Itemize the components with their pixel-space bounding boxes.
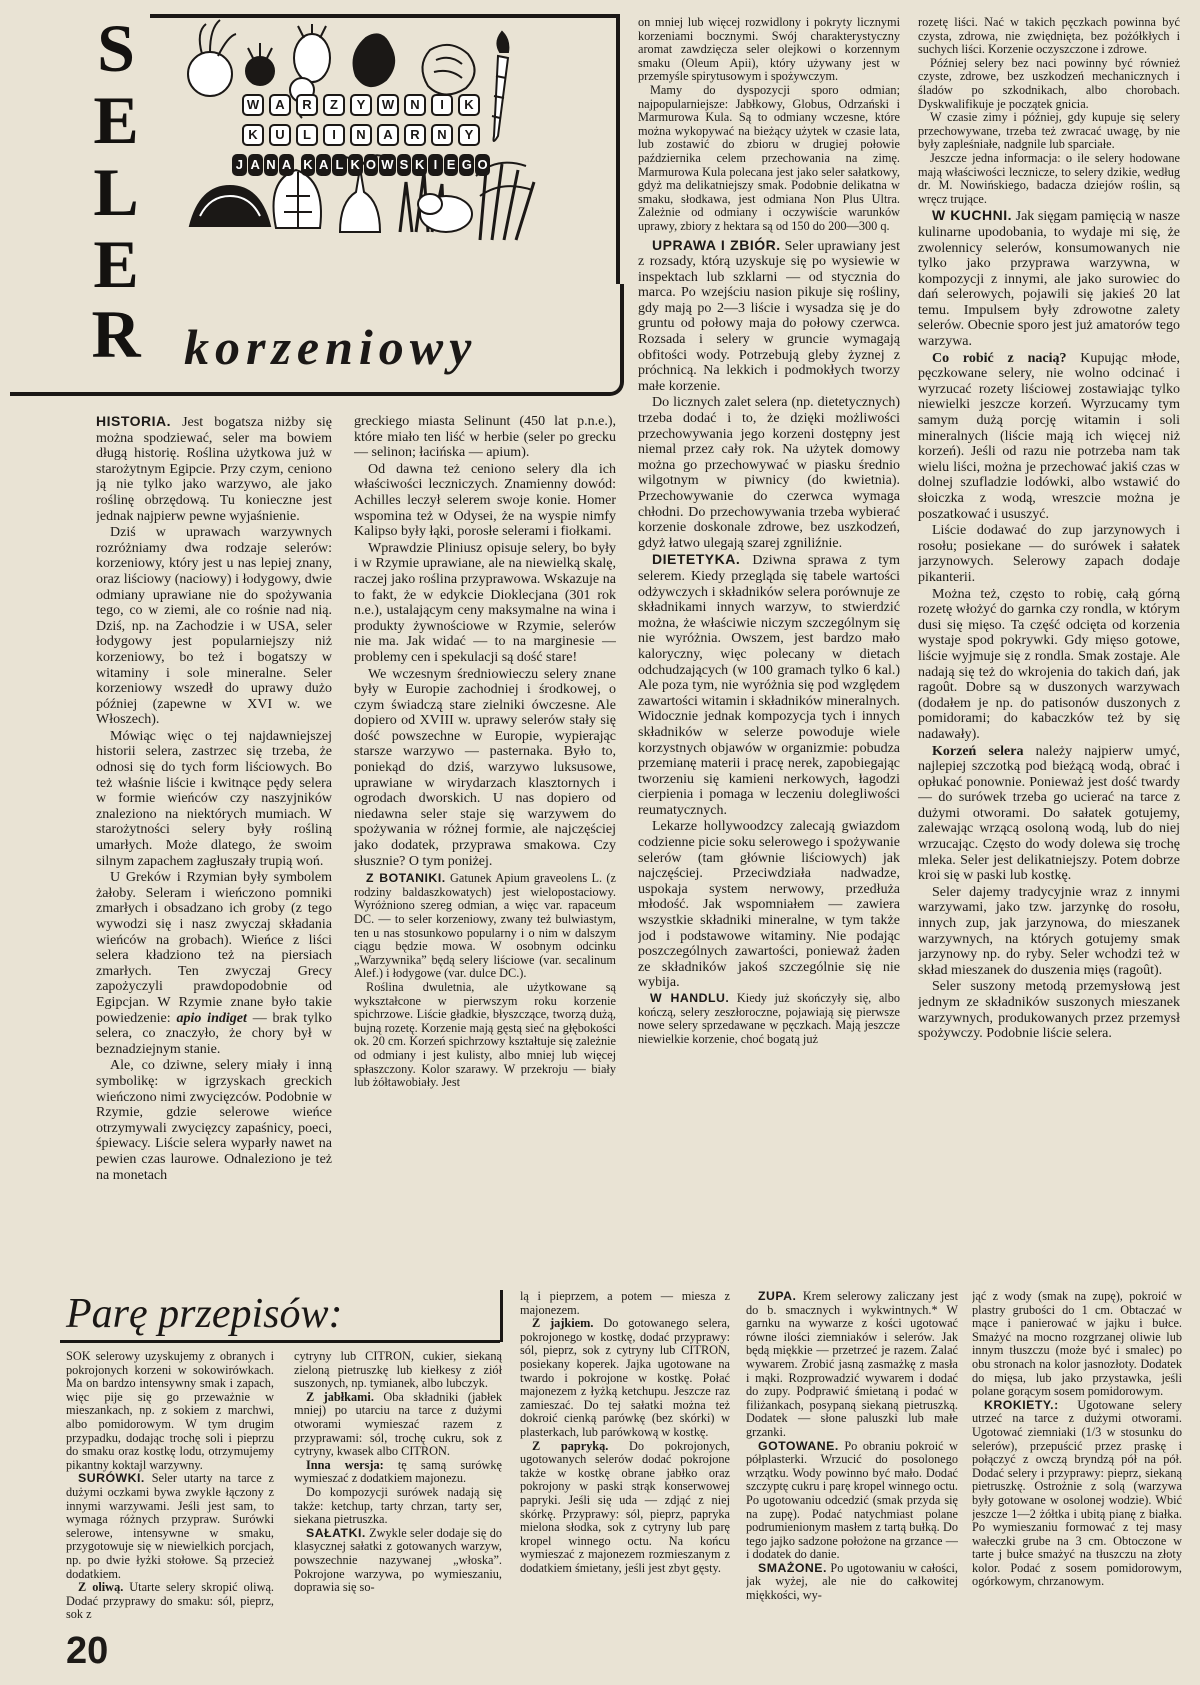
banner-letter: K — [242, 124, 264, 146]
paragraph: Można też, często to robię, całą górną rozetę włożyć do garnka czy rondla, w którym dusi się mięso. Ta część odcięta od korzenia wystaje spod pokrywki. Gdy mięso gotowe, liście wyjmuje się z rondla. Smak zostaje. Ale nadają się też do wkrojenia do takich dań, jak ragoût. Dobre są w duszonych warzywach (dodałem je np. do patisonów duszonych z pomidorami; do kabaczków też by się nadawały). — [918, 586, 1180, 742]
banner-letter: U — [269, 124, 291, 146]
title-letter-e2: E — [93, 226, 139, 302]
article-column-4 — [918, 16, 1180, 1272]
page-number: 20 — [66, 1630, 109, 1672]
title-subtitle: korzeniowy — [184, 319, 478, 375]
banner-letter: R — [296, 94, 318, 116]
paragraph: on mniej lub więcej rozwidlony i pokryty licznymi korzeniami bocznymi. Swój charakterystyczny aromat zawdzięcza seler olejkowi o korzennym smaku (Oleum Apii), który używany jest w przemyśle spirytusowym i spożywczym. — [638, 16, 900, 84]
banner-letter: I — [431, 94, 453, 116]
paragraph: Dziwna sprawa z tym selerem. Kiedy przegląda się tabele wartości odżywczych i składników selera porównuje ze składnikami innych warzyw, to stwierdzić można, że właściwie niczym szczególnym się nie wyróżnia. Owszem, jest bardzo mało kaloryczny, więc polecany w dietach odchudzających (w 100 gramach tylko 6 kal.) Ale poza tym, nie wyróżnia się pod względem zawartości witamin i składników mineralnych. Widocznie jednak kompozycja tych i innych składników w selerze powoduje wiele korzystnych objawów w organizmie: pobudza przemianę materii i pracę nerek, zapobiegając tworzeniu się kamieni nerkowych, łagodzi cierpienia i pomaga w leczeniu dolegliwości reumatycznych. — [638, 553, 900, 818]
recipes-column-1 — [66, 1350, 274, 1622]
banner-letter: W — [379, 154, 395, 176]
paragraph: Seler dajemy tradycyjnie wraz z innymi warzywami, jako tzw. jarzynkę do rosołu, innych zup, jak jarzynowa, do mieszanek warzywnych, na których gotujemy smak jarzynowy np. do ryby. Seler wchodzi też w skład mieszanek do duszenia mięs (ragoût). — [918, 884, 1180, 978]
recipe-heading-zupa: ZUPA. — [758, 1290, 797, 1303]
paragraph: Mamy do dyspozycji sporo odmian; najpopularniejsze: Jabłkowy, Globus, Odrzański i Marmurowa Kula. Są to odmiany wczesne, które można wykopywać na bieżący użytek w czasie lata, lub zostawić do zbioru w drugiej połowie października celem przechowania na zimę. Marmurowa Kula polecana jest jako seler sałatkowy, gdyż ma delikatniejszy smak. Podobnie delikatna w smaku, słodkawa, jest odmiana Non Plus Ultra. Zależnie od odmiany i oczywiście warunków uprawy, zbiory z hektara są od 150 do 200—300 q. — [638, 82, 900, 233]
title-letter-s: S — [97, 10, 135, 86]
paragraph: Kiedy już skończyły się, albo kończą, selery zeszłoroczne, pojawiają się pierwsze nowe selery sprzedawane w pęczkach. Mają jeszcze niewielkie korzenie, choć bogatą już — [638, 991, 900, 1046]
banner-letter: Z — [323, 94, 345, 116]
article-column-3 — [638, 16, 900, 1272]
recipes-title: Parę przepisów: — [66, 1291, 343, 1337]
banner-warzywnik — [232, 94, 490, 118]
latin-quote: apio indiget — [170, 1010, 247, 1026]
paragraph: Seler uprawiany jest z rozsady, którą uzyskuje się po wysiewie w inspektach lub szklarni — od stycznia do marca. Po wzejściu nasion pikuje się rośliny, gdy mają po 2—3 liście i wysadza się je do gruntu od połowy maja do połowy czerwca. Rozsada i selery w gruncie wymagają obfitości wody. Potrzebują gleby żyznej z próchnicą. Na lekkich i podmokłych tworzy małe korzenie. — [638, 238, 900, 394]
recipe-text: lą i pieprzem, a potem — miesza z majonezem. — [520, 1290, 730, 1317]
recipe-sok: SOK selerowy uzyskujemy z obranych i pokrojonych korzeni w sokowirówkach. Ma on bardzo intensywny smak i zapach, więc pije się go przeważnie w mieszankach, np. z sokiem z marchwi, albo pomidorowym. W tym drugim przypadku, dodając trochę soli i pieprzu do smaku oraz kostkę lodu, otrzymujemy pikantny koktajl warzywny. — [66, 1350, 274, 1472]
title-letter-l: L — [93, 154, 139, 230]
banner-letter: W — [377, 94, 399, 116]
section-heading-historia: HISTORIA. — [96, 414, 172, 429]
paragraph: Jak sięgam pamięcią w nasze kulinarne upodobania, to wydaje mi się, że zwolennicy selerów, konsumowanych nie tylko jako przyprawa warzywna, w kompozycji z innymi, ale jako surowiec do dań selerowych, pojawili się jakieś 20 lat temu. Impulsem były zdrowotne zalety selerów. Obecnie sporo jest już amatorów tego warzywa. — [918, 209, 1180, 350]
banner-letter: N — [264, 154, 279, 176]
paragraph: należy najpierw umyć, najlepiej szczotką pod bieżącą wodą, obrać i opłukać ponownie. Ponieważ jest dość twardy — do surówek trzeba go ucierać na tarce z dużymi otworami. Do sałatek gotujemy, zalewając wrzącą osoloną wodą, lub do niej wrzucając. Często do wody dolewa się trochę mleka. Seler jest delikatniejszy. Potem dobrze kroi się w paski lub kostkę. — [918, 743, 1180, 884]
recipe-text: Do kompozycji surówek nadają się także: ketchup, tarty chrzan, tarty ser, siekana pietruszka. — [294, 1484, 502, 1527]
paragraph: Jeszcze jedna informacja: o ile selery hodowane mają właściwości lecznicze, to selery dzikie, według dr. M. Nowińskiego, badacza dziejów roślin, są wręcz trujące. — [918, 150, 1180, 206]
paragraph: Do licznych zalet selera (np. dietetycznych) trzeba dodać i to, że dzięki możliwości przechowywania jego korzeni dostępny jest niemal przez cały rok. Na użytek domowy można go przechowywać w piasku średnio wilgotnym w piwnicy (do kwietnia). Przechowywanie do czerwca wymaga chłodni. Do przechowywania trzeba wybierać korzenie doskonale zdrowe, bez uszkodzeń, gdyż łatwo ulegają szarej zgniliźnie. — [638, 395, 900, 551]
banner-letter: G — [459, 154, 474, 176]
paragraph: W czasie zimy i później, gdy kupuje się selery przechowywane, trzeba też zwracać uwagę, by nie były zapleśniałe, nadgnile lub sparciałe. — [918, 110, 1180, 152]
banner-letter: N — [404, 94, 426, 116]
paragraph: Lekarze hollywoodzcy zalecają gwiazdom codzienne picie soku selerowego i spożywanie selerów (tam głównie liściowych) jak najczęściej. Przeciwdziała nadwadze, uspokaja system nerwowy, przedłuża młodość. Jak wspomniałem — zawiera wszystkie składniki mineralne, w tym także jod i podstawowe witaminy. Nie podając poszczególnych zawartości, ponieważ żaden ze składników jakoś szczególnie się nie wybija. — [638, 819, 900, 991]
recipe-text: Ugotowane selery utrzeć na tarce z dużymi otworami. Ugotować ziemniaki (1/3 w stosunku do selerów), przepuścić przez praskę i połączyć z owczą bryndzą pół na pół. Dodać selery i przyprawy: pieprz, siekaną pietruszkę. Ostrożnie z solą (warzywa były gotowane w osolonej wodzie). Wbić jeszcze 1—2 żółtka i ubitą pianę z białka. Po wymieszaniu formować z tej masy wałeczki grube na 3 cm. Obtoczone w tarte j bułce smażyć na tłuszczu na złoty kolor. Podać z sosem pomidorowym, ogórkowym, chrzanowym. — [972, 1397, 1182, 1589]
trade-box — [638, 992, 900, 1046]
paragraph: Kupując młode, pęczkowane selery, nie wolno odcinać i wyrzucać rozety liściowej zostawiając tylko niewielki jeszcze korzeń. Wyrzucamy tym samym dużą porcję witamin i soli mineralnych (liście mają ich więcej niż korzeń). Jeśli od razu nie potrzeba nam tak wielu liści, można je przechować jakiś czas w dolnej szufladzie lodówki, albo wstawić do słoiczka z wodą, wreszcie można je poszatkować i ususzyć. — [918, 350, 1180, 522]
column-3-top — [638, 16, 900, 234]
recipes-column-3 — [520, 1290, 730, 1622]
paragraph: Mówiąc więc o tej najdawniejszej historii selera, zastrzec się trzeba, że odnosi się do tych form liściowych. Bo też właśnie liście i kwitnące pędy selera w formie wieńców czy naszyjników znaleziono na niektórych mumiach. W starożytności selery były rośliną umarłych. Może dlatego, że swoim silnym zapachem zagłuszały trupią woń. — [96, 728, 332, 869]
recipes-divider — [60, 1340, 500, 1343]
banner-letter: E — [444, 154, 459, 176]
recipe-heading-krokiety: KROKIETY.: — [984, 1397, 1059, 1412]
banner-letter: A — [279, 154, 294, 176]
paragraph: Od dawna też ceniono selery dla ich właściwości leczniczych. Znamienny dowód: Achilles leczył selerem swoje konie. Homer wspomina też w Odysei, że na wyspie nimfy Kalipso były łąki, porosłe selerami i fiołkami. — [354, 461, 616, 540]
article-column-1 — [96, 414, 332, 1272]
section-heading-kuchnia: W KUCHNI. — [932, 207, 1013, 224]
article-column-2 — [354, 414, 616, 1272]
recipes-column-5 — [972, 1290, 1182, 1622]
paragraph: — brak tylko selera, co znaczyło, że chory był w beznadziejnym stanie. — [96, 1010, 332, 1057]
banner-letter: S — [397, 154, 412, 176]
banner-letter: K — [458, 94, 480, 116]
section-heading-handel: W HANDLU. — [650, 991, 730, 1005]
section-heading-botanika: Z BOTANIKI. — [366, 871, 446, 886]
paragraph: Ale, co dziwne, selery miały i inną symbolikę: w igrzyskach greckich wieńczono nimi zwycięzców. Podobnie w Rzymie, gdzie selerowe wieńce otrzymywali zwycięzcy zapaśnicy, poeci, śpiewacy. Liście selera wyparły nawet na pewien czas laurowe. Odnaleziono je też na monetach — [96, 1058, 332, 1183]
paragraph: Dziś w uprawach warzywnych rozróżniamy dwa rodzaje selerów: korzeniowy, który jest u nas lepiej znany, oraz liściowy (naciowy) i łodygowy, dwie odmiany uprawiane nie do spożywania tego, co w ziemi, ale co rośnie nad nią. Dziś, np. na Zachodzie i w USA, seler łodygowy jest popularniejszy niż korzeniowy, bo też i bogatszy w witaminy i sole mineralne. Seler korzeniowy wszedł do uprawy dużo później (zapewne w XVI w. we Włoszech). — [96, 525, 332, 728]
botany-box — [354, 872, 616, 1090]
title-letter-e: E — [93, 82, 139, 158]
recipe-text: Zwykle seler dodaje się do klasycznej sałatki z gotowanych warzyw, powszechnie nazywanej „włoska”. Pokrojone warzywa, po wymieszaniu, doprawia się so- — [294, 1525, 502, 1595]
banner-kulinarny — [232, 124, 490, 148]
banner-letter: L — [296, 124, 318, 146]
paragraph: rozetę liści. Nać w takich pęczkach powinna być czysta, zdrowa, nie zwiędnięta, bez pożółkłych i suchych liści. Korzenie oczyszczone i zdrowe. — [918, 16, 1180, 57]
banner-letter: Y — [350, 94, 372, 116]
paragraph: Wprawdzie Pliniusz opisuje selery, bo były i w Rzymie uprawiane, ale na niewielką skalę, raczej jako roślina przyprawowa. Wskazuje na to fakt, że w edykcie Dioklecjana (301 rok n.e.), ustalającym ceny maksymalne na wina i produkty żywnościowe w Rzymie, selerów nie ma. Jak widać — to na marginesie — problemy cen i spekulacji są dość stare! — [354, 540, 616, 665]
banner-letter: N — [431, 124, 453, 146]
title-letter-r: R — [91, 296, 141, 372]
recipe-text: Oba składniki (jabłek mniej) po utarciu na tarce z dużymi otworami wymieszać razem z przyprawami: sól, trochę cukru, sok z cytryny, kwasek albo CITRON. — [294, 1389, 502, 1459]
recipes-column-4 — [746, 1290, 958, 1622]
banner-letter: I — [428, 154, 443, 176]
banner-letter: A — [316, 154, 331, 176]
subheading-nac: Co robić z nacią? — [932, 350, 1067, 366]
recipe-text: Seler utarty na tarce z dużymi oczkami bywa zwykle łączony z innymi warzywami. Jeśli jest sam, to wymaga różnych przypraw. Surówki selerowe, intensywne w smaku, przygotowuje się w niewielkich porcjach, np. po dwie łyżki stołowe. Są przecież dodatkiem. — [66, 1471, 274, 1581]
recipe-text: Utarte selery skropić oliwą. Dodać przyprawy do smaku: sól, pieprz, sok z — [66, 1580, 274, 1622]
banner-letter: R — [404, 124, 426, 146]
paragraph: We wczesnym średniowieczu selery znane były w Europie zachodniej i środkowej, o czym świadczą stare zielniki ówczesne. Ale dopiero od XVIII w. uprawy selerów stały się dość powszechne w Europie, wypierając starsze warzywo — pasternaka. Było to, poniekąd do dziś, warzywo luksusowe, uprawiane w wirydarzach klasztornych i ogrodach dworskich. U nas dopiero od niedawna seler staje się warzywem do spożywania w różnej formie, ale najczęściej jako dodatek, przyprawa smakowa. Czy słusznie? O tym poniżej. — [354, 666, 616, 869]
section-heading-dietetyka: DIETETYKA. — [652, 551, 741, 568]
paragraph: Seler suszony metodą przemysłową jest jednym ze składników suszonych mieszanek warzywnych, produkowanych przez przemysł spożywczy. Podobnie liście selera. — [918, 979, 1180, 1042]
recipe-heading-surowki: SURÓWKI. — [78, 1471, 145, 1486]
banner-letter: O — [475, 154, 490, 176]
recipe-heading-oliwa: Z oliwą. — [78, 1580, 124, 1595]
banner-letter: L — [332, 154, 347, 176]
banner-letter: N — [350, 124, 372, 146]
recipes-divider-vertical — [500, 1290, 503, 1342]
paragraph: Liście dodawać do zup jarzynowych i rosołu; posiekane — do surówek i sałatek jarzynowych. Selerowy zapach dodaje pikanterii. — [918, 523, 1180, 585]
banner-letter: A — [269, 94, 291, 116]
recipe-heading-gotowane: GOTOWANE. — [758, 1438, 839, 1453]
paragraph: Jest bogatsza niżby się można spodziewać, seler ma bowiem długą historię. Roślina użytkowa już w starożytnym Egipcie. Przy czym, ceniono ją nie tylko jako warzywo, ale jako roślinę obrzędową. Tu konieczne jest jednak najpierw pewne wyjaśnienie. — [96, 415, 332, 524]
banner-letter: K — [348, 154, 363, 176]
banner-letter: K — [301, 154, 316, 176]
paragraph: U Greków i Rzymian były symbolem żałoby. Seleram i wieńczono pomniki zmarłych i obsadzano ich groby (z tego wywodzi się i nasz zwyczaj składania wieńców na grobach). Wieńce z liści selera kładziono też na piersiach zmarłych. Ten zwyczaj Grecy zapożyczyli prawdopodobnie od Egipcjan. W Rzymie znane było takie powiedzenie: — [96, 870, 332, 1026]
banner-letter: Y — [458, 124, 480, 146]
banner-letter: A — [248, 154, 263, 176]
banner-letter: A — [377, 124, 399, 146]
banner-letter: I — [323, 124, 345, 146]
paragraph: greckiego miasta Selinunt (450 lat p.n.e.), które miało ten liść w herbie (seler po grecku — selinon; łacińska — apium). — [354, 414, 616, 461]
recipe-text: Po obraniu pokroić w półplasterki. Wrzucić do posolonego wrzątku. Wody powinno być mało. Dodać szczyptę cukru i parę kropel winnego octu. Po ugotowaniu odcedzić (smak przyda się na zupę). Podać natychmiast polane podrumienionym masłem z tartą bułką. Do tego jajko sadzone położone na grzance — i dodatek do danie. — [746, 1438, 958, 1562]
banner-letter: W — [242, 94, 264, 116]
recipe-text: Po ugotowaniu w całości, jak wyżej, ale nie do całkowitej miękkości, wy- — [746, 1560, 958, 1603]
recipes-column-2 — [294, 1350, 502, 1622]
recipe-heading-salatki: SAŁATKI. — [306, 1525, 366, 1540]
recipe-heading-papryka: Z papryką. — [532, 1438, 609, 1453]
banner-author — [232, 154, 490, 178]
recipe-text: Do gotowanego selera, pokrojonego w kostkę, dodać przyprawy: sól, pieprz, sok z cytryny lub CITRON, posiekany koperek. Jajka ugotowane na twardo i pokrojone w kostkę. Połać majonezem z łyżką ketchupu. Jeszcze raz zamieszać. Do tej sałatki można też dokroić cienką parówkę (bez skórki) w plasterkach, lub parówkową w kostkę. — [520, 1316, 730, 1439]
column-4-top — [918, 16, 1180, 206]
banner-letter: K — [412, 154, 427, 176]
banner-letter: O — [364, 154, 379, 176]
section-heading-uprawa: UPRAWA I ZBIÓR. — [652, 236, 781, 253]
subheading-korzen: Korzeń selera — [932, 743, 1024, 759]
recipe-heading-inna: Inna wersja: — [306, 1457, 384, 1472]
banner-letter: J — [232, 154, 247, 176]
recipe-text: cytryny lub CITRON, cukier, siekaną zieloną pietruszkę lub kiełkesy z ziół suszonych, np. tymianek, albo lubczyk. — [294, 1350, 502, 1391]
recipe-heading-smazone: SMAŻONE. — [758, 1560, 827, 1575]
recipe-text: Krem selerowy zaliczany jest do b. smacznych i wykwintnych.* W garnku na wywarze z kości ugotować równe ilości ziemniaków i selerów. Jak będą miękkie — przetrzeć je razem. Zalać wywarem. Zrobić jasną zasmażkę z masła i mąki. Rozprowadzić wywarem i dodać do zupy. Podprawić śmietaną i podać w filiżankach, posypaną siekaną pietruszką. Dodatek — słone paluszki lub małe grzanki. — [746, 1290, 958, 1439]
recipe-text: jąć z wody (smak na zupę), pokroić w plastry grubości do 1 cm. Obtaczać w mące i panierować w jajku i bułce. Smażyć na mocno rozgrzanej oliwie lub innym tłuszczu (może być i smalec) po obu stronach na kolor jasnozłoty. Dodatek do mięsa, lub jako przystawka, jeśli polane gorącym sosem pomidorowym. — [972, 1290, 1182, 1399]
recipe-heading-jablka: Z jabłkami. — [306, 1389, 374, 1404]
paragraph: Później selery bez naci powinny być również czyste, zdrowe, bez uszkodzeń mechanicznych i śladów po szkodnikach, albo chorobach. Dyskwalifikuje je początek gnicia. — [918, 55, 1180, 111]
paragraph: Roślina dwuletnia, ale użytkowane są wykształcone w pierwszym roku korzenie spichrzowe. Liście gładkie, błyszczące, tworzą dużą, bujną rozetę. Korzenie mają gęstą sieć na głębokości ok. 20 cm. Korzeń spichrzowy kształtuje się zależnie od odmiany i jest kulisty, albo mniej lub więcej spłaszczony. Kolor szarawy. W przekroju — biały lub żółtawobiały. Jest — [354, 979, 616, 1090]
paragraph: Gatunek Apium graveolens L. (z rodziny baldaszkowatych) jest wielopostaciowy. Wyróżniono szereg odmian, a więc var. rapaceum DC. — to seler korzeniowy, zwany też bulwiastym, ten u nas stosunkowo popularny i o nim w dalszym ciągu będzie mowa. W osobnym odcinku „Warzywnika” będą selery liściowe (var. secalinum Alef.) i łodygowe (var. dulce DC.). — [354, 871, 616, 981]
recipe-text: Do pokrojonych, ugotowanych selerów dodać pokrojone także w kostkę obrane jabłko oraz pokrojony w paski strąk konserwowej papryki. Jeśli się uda — zdjąć z niej skórkę. Przyprawy: sól, pieprz, papryka mielona słodka, sok z cytryny lub parę kropel winnego octu. Na końcu wymieszać z majonezem rozmieszanym z dodatkiem śmietany, jeśli jest zbyt gęsty. — [520, 1438, 730, 1575]
recipe-heading-jajko: Z jajkiem. — [532, 1316, 594, 1331]
recipe-text: tę samą surówkę wymieszać z dodatkiem majonezu. — [294, 1457, 502, 1486]
